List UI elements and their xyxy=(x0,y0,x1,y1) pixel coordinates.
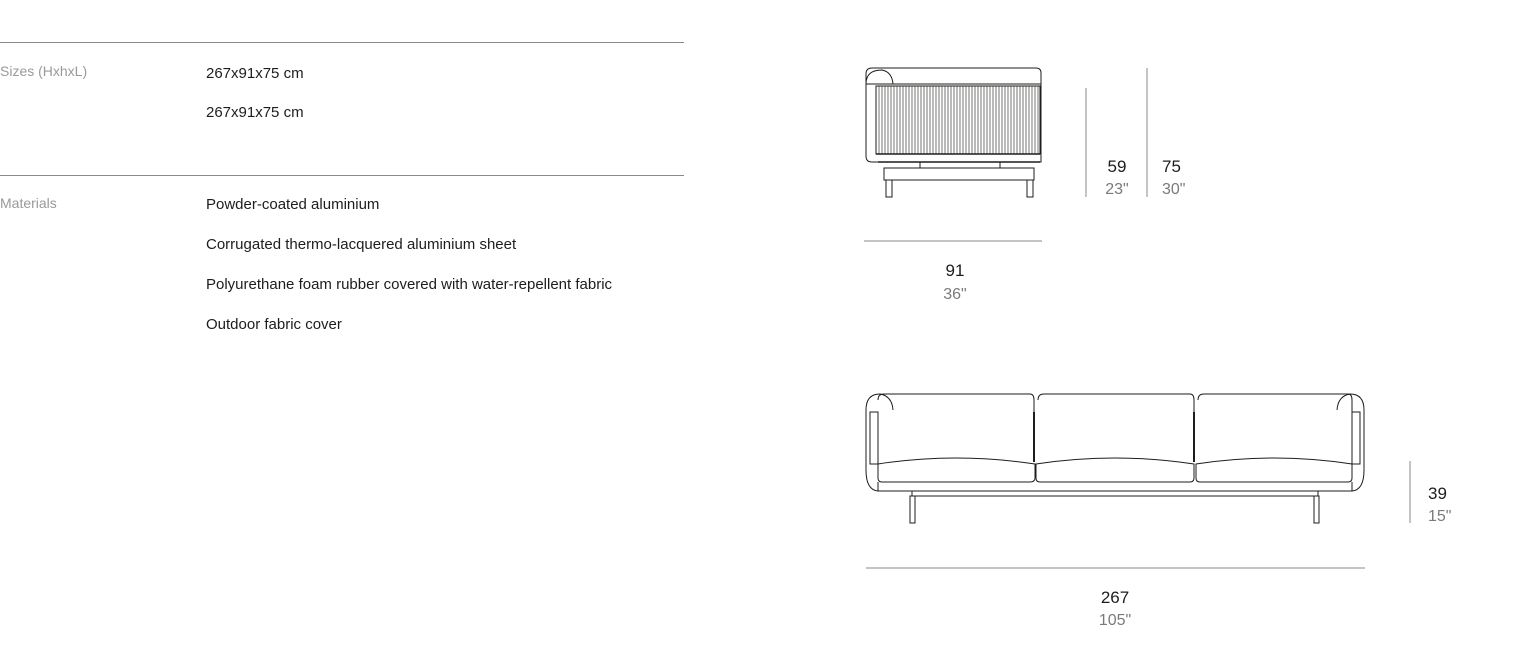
total-height-cm: 75 xyxy=(1162,157,1181,176)
material-value: Corrugated thermo-lacquered aluminium sheet xyxy=(206,236,517,253)
size-value: 267x91x75 cm xyxy=(206,65,304,82)
sofa-side-view xyxy=(866,68,1041,197)
seat-height-in: 23" xyxy=(1105,181,1129,198)
size-value: 267x91x75 cm xyxy=(206,104,304,121)
materials-label: Materials xyxy=(0,195,57,211)
front-height-cm: 39 xyxy=(1428,484,1447,503)
front-length-cm: 267 xyxy=(1100,588,1130,607)
front-height-in: 15" xyxy=(1428,508,1452,525)
side-width-cm: 91 xyxy=(945,261,965,280)
material-value: Polyurethane foam rubber covered with water-repellent fabric xyxy=(206,276,613,293)
sizes-label: Sizes (HxhxL) xyxy=(0,63,88,79)
material-value: Powder-coated aluminium xyxy=(206,196,380,213)
front-length-in: 105" xyxy=(1098,612,1132,629)
material-value: Outdoor fabric cover xyxy=(206,316,342,333)
sofa-front-view xyxy=(866,394,1364,523)
side-width-in: 36" xyxy=(943,286,967,303)
total-height-in: 30" xyxy=(1162,181,1186,198)
seat-height-cm: 59 xyxy=(1107,157,1127,176)
